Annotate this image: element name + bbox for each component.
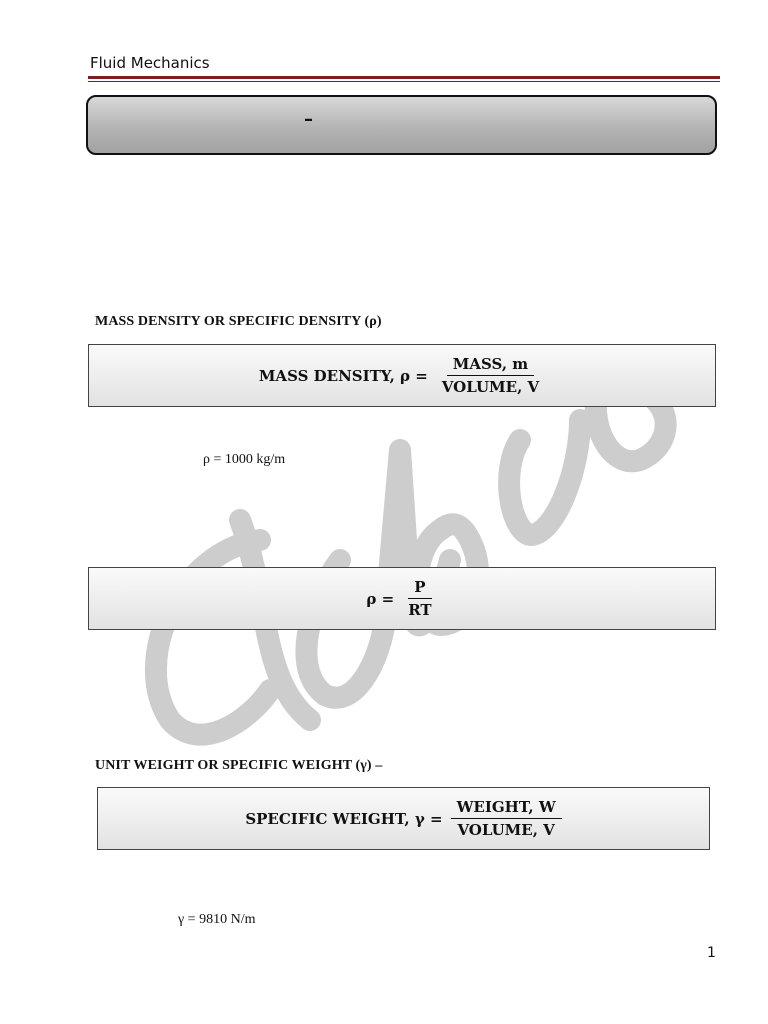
unit-weight-heading: UNIT WEIGHT OR SPECIFIC WEIGHT (γ) – — [95, 758, 383, 773]
page-number: 1 — [707, 945, 716, 961]
chapter-title-box — [86, 95, 717, 155]
specific-weight-formula — [245, 798, 561, 839]
water-specific-weight-value: γ = 9810 N/m — [178, 912, 256, 927]
chapter-title-dash: – — [304, 109, 313, 130]
formula-lhs: ρ = — [366, 589, 395, 608]
header-rule-thick — [88, 76, 720, 79]
gas-density-formula-box — [88, 567, 716, 630]
mass-density-formula-box — [88, 344, 716, 407]
formula-lhs: SPECIFIC WEIGHT, γ = — [245, 809, 443, 828]
mass-density-heading: MASS DENSITY OR SPECIFIC DENSITY (ρ) — [95, 314, 382, 329]
formula-numerator: P — [408, 578, 431, 599]
formula-denominator: VOLUME, V — [457, 821, 555, 839]
formula-fraction — [402, 578, 437, 619]
header-rule-thin — [88, 81, 720, 82]
formula-denominator: VOLUME, V — [441, 378, 540, 396]
gas-density-formula — [366, 578, 437, 619]
formula-fraction — [436, 355, 545, 396]
specific-weight-formula-box — [97, 787, 710, 850]
formula-numerator: WEIGHT, W — [451, 798, 562, 819]
header-title: Fluid Mechanics — [90, 54, 210, 72]
formula-lhs: MASS DENSITY, ρ = — [258, 366, 428, 385]
mass-density-formula — [259, 355, 545, 396]
formula-denominator: RT — [408, 601, 432, 619]
water-density-value: ρ = 1000 kg/m — [203, 452, 286, 467]
formula-fraction — [451, 798, 562, 839]
formula-numerator: MASS, m — [447, 355, 534, 376]
